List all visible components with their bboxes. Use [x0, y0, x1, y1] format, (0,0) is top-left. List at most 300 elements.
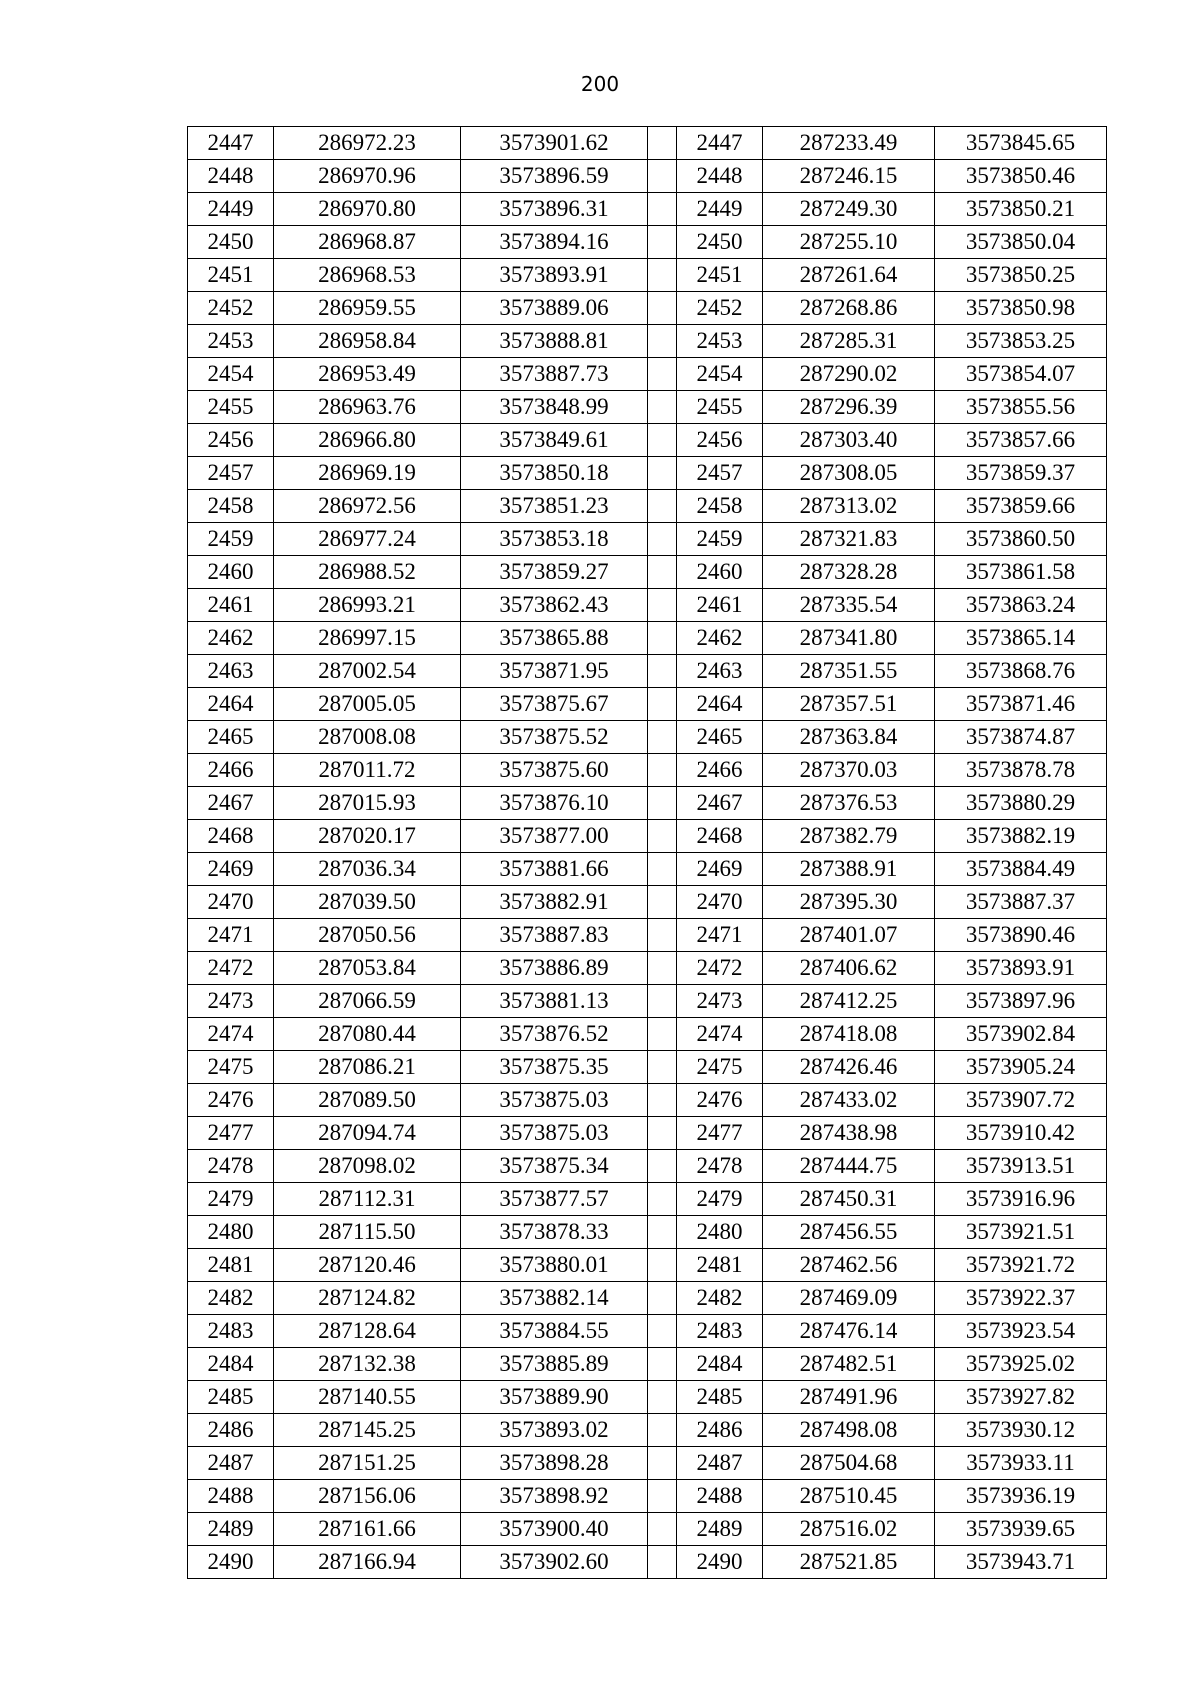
x-coordinate-left: 286966.80	[274, 424, 461, 457]
gap-cell	[648, 1150, 677, 1183]
x-coordinate-right: 287438.98	[763, 1117, 935, 1150]
y-coordinate-left: 3573862.43	[461, 589, 648, 622]
gap-cell	[648, 259, 677, 292]
point-id-right: 2458	[677, 490, 763, 523]
table-row	[188, 424, 1107, 457]
table-row	[188, 193, 1107, 226]
point-id-right: 2470	[677, 886, 763, 919]
x-coordinate-right: 287357.51	[763, 688, 935, 721]
y-coordinate-right: 3573921.51	[935, 1216, 1107, 1249]
y-coordinate-left: 3573853.18	[461, 523, 648, 556]
x-coordinate-right: 287450.31	[763, 1183, 935, 1216]
y-coordinate-left: 3573902.60	[461, 1546, 648, 1579]
point-id-right: 2449	[677, 193, 763, 226]
x-coordinate-right: 287303.40	[763, 424, 935, 457]
x-coordinate-left: 287151.25	[274, 1447, 461, 1480]
point-id-left: 2457	[188, 457, 274, 490]
y-coordinate-right: 3573936.19	[935, 1480, 1107, 1513]
x-coordinate-left: 287080.44	[274, 1018, 461, 1051]
gap-cell	[648, 1051, 677, 1084]
x-coordinate-right: 287233.49	[763, 127, 935, 160]
x-coordinate-left: 287094.74	[274, 1117, 461, 1150]
point-id-left: 2466	[188, 754, 274, 787]
gap-cell	[648, 1447, 677, 1480]
x-coordinate-left: 286997.15	[274, 622, 461, 655]
gap-cell	[648, 1084, 677, 1117]
y-coordinate-left: 3573893.02	[461, 1414, 648, 1447]
point-id-right: 2455	[677, 391, 763, 424]
point-id-left: 2452	[188, 292, 274, 325]
y-coordinate-right: 3573893.91	[935, 952, 1107, 985]
x-coordinate-left: 287066.59	[274, 985, 461, 1018]
x-coordinate-left: 287011.72	[274, 754, 461, 787]
x-coordinate-left: 287050.56	[274, 919, 461, 952]
x-coordinate-right: 287444.75	[763, 1150, 935, 1183]
table-row	[188, 127, 1107, 160]
y-coordinate-left: 3573896.31	[461, 193, 648, 226]
y-coordinate-left: 3573865.88	[461, 622, 648, 655]
table-row	[188, 721, 1107, 754]
gap-cell	[648, 1282, 677, 1315]
y-coordinate-left: 3573887.83	[461, 919, 648, 952]
point-id-right: 2461	[677, 589, 763, 622]
x-coordinate-right: 287290.02	[763, 358, 935, 391]
x-coordinate-left: 287145.25	[274, 1414, 461, 1447]
y-coordinate-left: 3573898.28	[461, 1447, 648, 1480]
y-coordinate-left: 3573875.35	[461, 1051, 648, 1084]
gap-cell	[648, 358, 677, 391]
table-row	[188, 1150, 1107, 1183]
point-id-left: 2480	[188, 1216, 274, 1249]
point-id-left: 2454	[188, 358, 274, 391]
y-coordinate-right: 3573857.66	[935, 424, 1107, 457]
y-coordinate-right: 3573845.65	[935, 127, 1107, 160]
x-coordinate-right: 287476.14	[763, 1315, 935, 1348]
gap-cell	[648, 490, 677, 523]
y-coordinate-left: 3573901.62	[461, 127, 648, 160]
table-row	[188, 886, 1107, 919]
x-coordinate-right: 287395.30	[763, 886, 935, 919]
y-coordinate-right: 3573927.82	[935, 1381, 1107, 1414]
x-coordinate-right: 287418.08	[763, 1018, 935, 1051]
point-id-left: 2449	[188, 193, 274, 226]
gap-cell	[648, 292, 677, 325]
y-coordinate-right: 3573923.54	[935, 1315, 1107, 1348]
point-id-left: 2486	[188, 1414, 274, 1447]
gap-cell	[648, 688, 677, 721]
gap-cell	[648, 1117, 677, 1150]
point-id-left: 2456	[188, 424, 274, 457]
y-coordinate-left: 3573875.03	[461, 1117, 648, 1150]
gap-cell	[648, 721, 677, 754]
point-id-right: 2480	[677, 1216, 763, 1249]
gap-cell	[648, 1513, 677, 1546]
point-id-left: 2471	[188, 919, 274, 952]
point-id-left: 2451	[188, 259, 274, 292]
x-coordinate-right: 287255.10	[763, 226, 935, 259]
y-coordinate-left: 3573887.73	[461, 358, 648, 391]
table-row	[188, 1084, 1107, 1117]
x-coordinate-left: 287161.66	[274, 1513, 461, 1546]
x-coordinate-left: 287156.06	[274, 1480, 461, 1513]
y-coordinate-left: 3573885.89	[461, 1348, 648, 1381]
x-coordinate-right: 287406.62	[763, 952, 935, 985]
y-coordinate-left: 3573888.81	[461, 325, 648, 358]
gap-cell	[648, 1414, 677, 1447]
point-id-right: 2452	[677, 292, 763, 325]
y-coordinate-right: 3573922.37	[935, 1282, 1107, 1315]
y-coordinate-left: 3573849.61	[461, 424, 648, 457]
y-coordinate-right: 3573933.11	[935, 1447, 1107, 1480]
point-id-left: 2481	[188, 1249, 274, 1282]
point-id-right: 2464	[677, 688, 763, 721]
point-id-right: 2479	[677, 1183, 763, 1216]
gap-cell	[648, 655, 677, 688]
table-row	[188, 523, 1107, 556]
table-row	[188, 490, 1107, 523]
point-id-left: 2489	[188, 1513, 274, 1546]
x-coordinate-left: 286970.80	[274, 193, 461, 226]
y-coordinate-left: 3573882.91	[461, 886, 648, 919]
x-coordinate-right: 287363.84	[763, 721, 935, 754]
table-row	[188, 1513, 1107, 1546]
x-coordinate-left: 287086.21	[274, 1051, 461, 1084]
point-id-left: 2455	[188, 391, 274, 424]
point-id-left: 2478	[188, 1150, 274, 1183]
x-coordinate-right: 287469.09	[763, 1282, 935, 1315]
point-id-left: 2469	[188, 853, 274, 886]
y-coordinate-left: 3573889.90	[461, 1381, 648, 1414]
table-row	[188, 1480, 1107, 1513]
y-coordinate-left: 3573893.91	[461, 259, 648, 292]
y-coordinate-left: 3573848.99	[461, 391, 648, 424]
table-row	[188, 622, 1107, 655]
x-coordinate-right: 287462.56	[763, 1249, 935, 1282]
x-coordinate-left: 287015.93	[274, 787, 461, 820]
x-coordinate-left: 286968.53	[274, 259, 461, 292]
point-id-right: 2476	[677, 1084, 763, 1117]
y-coordinate-left: 3573886.89	[461, 952, 648, 985]
y-coordinate-left: 3573898.92	[461, 1480, 648, 1513]
y-coordinate-left: 3573859.27	[461, 556, 648, 589]
x-coordinate-left: 287166.94	[274, 1546, 461, 1579]
x-coordinate-left: 286953.49	[274, 358, 461, 391]
x-coordinate-right: 287249.30	[763, 193, 935, 226]
gap-cell	[648, 160, 677, 193]
point-id-right: 2467	[677, 787, 763, 820]
gap-cell	[648, 556, 677, 589]
x-coordinate-right: 287412.25	[763, 985, 935, 1018]
x-coordinate-left: 286970.96	[274, 160, 461, 193]
point-id-right: 2473	[677, 985, 763, 1018]
y-coordinate-right: 3573865.14	[935, 622, 1107, 655]
point-id-left: 2461	[188, 589, 274, 622]
table-row	[188, 952, 1107, 985]
point-id-right: 2488	[677, 1480, 763, 1513]
point-id-left: 2474	[188, 1018, 274, 1051]
gap-cell	[648, 820, 677, 853]
point-id-right: 2466	[677, 754, 763, 787]
x-coordinate-left: 287089.50	[274, 1084, 461, 1117]
x-coordinate-right: 287491.96	[763, 1381, 935, 1414]
gap-cell	[648, 622, 677, 655]
point-id-right: 2447	[677, 127, 763, 160]
point-id-left: 2462	[188, 622, 274, 655]
gap-cell	[648, 457, 677, 490]
y-coordinate-left: 3573876.10	[461, 787, 648, 820]
gap-cell	[648, 391, 677, 424]
table-row	[188, 1447, 1107, 1480]
point-id-right: 2450	[677, 226, 763, 259]
x-coordinate-right: 287521.85	[763, 1546, 935, 1579]
point-id-left: 2458	[188, 490, 274, 523]
point-id-left: 2450	[188, 226, 274, 259]
x-coordinate-left: 287124.82	[274, 1282, 461, 1315]
x-coordinate-left: 286969.19	[274, 457, 461, 490]
x-coordinate-right: 287335.54	[763, 589, 935, 622]
y-coordinate-right: 3573850.98	[935, 292, 1107, 325]
gap-cell	[648, 1480, 677, 1513]
table-row	[188, 1051, 1107, 1084]
table-row	[188, 391, 1107, 424]
x-coordinate-left: 286959.55	[274, 292, 461, 325]
y-coordinate-right: 3573907.72	[935, 1084, 1107, 1117]
x-coordinate-right: 287401.07	[763, 919, 935, 952]
x-coordinate-left: 286963.76	[274, 391, 461, 424]
y-coordinate-left: 3573896.59	[461, 160, 648, 193]
y-coordinate-left: 3573875.34	[461, 1150, 648, 1183]
x-coordinate-right: 287426.46	[763, 1051, 935, 1084]
table-row	[188, 226, 1107, 259]
table-row	[188, 985, 1107, 1018]
gap-cell	[648, 1183, 677, 1216]
y-coordinate-right: 3573850.21	[935, 193, 1107, 226]
table-row	[188, 1249, 1107, 1282]
table-row	[188, 556, 1107, 589]
x-coordinate-right: 287296.39	[763, 391, 935, 424]
y-coordinate-right: 3573910.42	[935, 1117, 1107, 1150]
table-row	[188, 457, 1107, 490]
point-id-left: 2477	[188, 1117, 274, 1150]
point-id-right: 2451	[677, 259, 763, 292]
y-coordinate-left: 3573871.95	[461, 655, 648, 688]
x-coordinate-right: 287328.28	[763, 556, 935, 589]
y-coordinate-right: 3573884.49	[935, 853, 1107, 886]
point-id-left: 2465	[188, 721, 274, 754]
x-coordinate-right: 287510.45	[763, 1480, 935, 1513]
point-id-left: 2488	[188, 1480, 274, 1513]
table-row	[188, 1381, 1107, 1414]
y-coordinate-left: 3573875.03	[461, 1084, 648, 1117]
gap-cell	[648, 325, 677, 358]
y-coordinate-left: 3573875.60	[461, 754, 648, 787]
gap-cell	[648, 985, 677, 1018]
x-coordinate-right: 287482.51	[763, 1348, 935, 1381]
y-coordinate-right: 3573850.25	[935, 259, 1107, 292]
x-coordinate-right: 287504.68	[763, 1447, 935, 1480]
point-id-left: 2460	[188, 556, 274, 589]
point-id-left: 2476	[188, 1084, 274, 1117]
gap-cell	[648, 424, 677, 457]
y-coordinate-right: 3573863.24	[935, 589, 1107, 622]
point-id-right: 2482	[677, 1282, 763, 1315]
point-id-left: 2479	[188, 1183, 274, 1216]
x-coordinate-right: 287341.80	[763, 622, 935, 655]
y-coordinate-left: 3573880.01	[461, 1249, 648, 1282]
point-id-left: 2448	[188, 160, 274, 193]
table-row	[188, 1282, 1107, 1315]
y-coordinate-right: 3573902.84	[935, 1018, 1107, 1051]
y-coordinate-right: 3573850.04	[935, 226, 1107, 259]
point-id-right: 2474	[677, 1018, 763, 1051]
point-id-left: 2468	[188, 820, 274, 853]
point-id-left: 2473	[188, 985, 274, 1018]
table-row	[188, 1183, 1107, 1216]
x-coordinate-right: 287376.53	[763, 787, 935, 820]
x-coordinate-left: 286993.21	[274, 589, 461, 622]
table-row	[188, 589, 1107, 622]
table-row	[188, 688, 1107, 721]
gap-cell	[648, 886, 677, 919]
table-row	[188, 292, 1107, 325]
x-coordinate-right: 287498.08	[763, 1414, 935, 1447]
y-coordinate-left: 3573875.52	[461, 721, 648, 754]
x-coordinate-left: 286972.23	[274, 127, 461, 160]
x-coordinate-left: 287140.55	[274, 1381, 461, 1414]
x-coordinate-left: 287053.84	[274, 952, 461, 985]
gap-cell	[648, 1381, 677, 1414]
y-coordinate-left: 3573894.16	[461, 226, 648, 259]
table-row	[188, 1348, 1107, 1381]
gap-cell	[648, 226, 677, 259]
table-row	[188, 1414, 1107, 1447]
gap-cell	[648, 1348, 677, 1381]
y-coordinate-right: 3573939.65	[935, 1513, 1107, 1546]
x-coordinate-left: 287115.50	[274, 1216, 461, 1249]
table-row	[188, 1315, 1107, 1348]
x-coordinate-right: 287308.05	[763, 457, 935, 490]
x-coordinate-right: 287516.02	[763, 1513, 935, 1546]
x-coordinate-left: 286977.24	[274, 523, 461, 556]
gap-cell	[648, 589, 677, 622]
gap-cell	[648, 1546, 677, 1579]
x-coordinate-right: 287456.55	[763, 1216, 935, 1249]
table-row	[188, 820, 1107, 853]
y-coordinate-right: 3573860.50	[935, 523, 1107, 556]
gap-cell	[648, 1216, 677, 1249]
point-id-right: 2478	[677, 1150, 763, 1183]
y-coordinate-right: 3573943.71	[935, 1546, 1107, 1579]
x-coordinate-left: 287008.08	[274, 721, 461, 754]
table-row	[188, 754, 1107, 787]
point-id-right: 2448	[677, 160, 763, 193]
point-id-right: 2489	[677, 1513, 763, 1546]
gap-cell	[648, 853, 677, 886]
y-coordinate-right: 3573871.46	[935, 688, 1107, 721]
point-id-left: 2484	[188, 1348, 274, 1381]
point-id-right: 2475	[677, 1051, 763, 1084]
point-id-right: 2477	[677, 1117, 763, 1150]
point-id-right: 2463	[677, 655, 763, 688]
x-coordinate-right: 287388.91	[763, 853, 935, 886]
y-coordinate-right: 3573855.56	[935, 391, 1107, 424]
table-row	[188, 655, 1107, 688]
y-coordinate-right: 3573925.02	[935, 1348, 1107, 1381]
table-row	[188, 1546, 1107, 1579]
x-coordinate-right: 287370.03	[763, 754, 935, 787]
y-coordinate-left: 3573851.23	[461, 490, 648, 523]
point-id-right: 2468	[677, 820, 763, 853]
point-id-left: 2453	[188, 325, 274, 358]
table-row	[188, 160, 1107, 193]
y-coordinate-left: 3573900.40	[461, 1513, 648, 1546]
point-id-left: 2464	[188, 688, 274, 721]
point-id-right: 2459	[677, 523, 763, 556]
gap-cell	[648, 127, 677, 160]
point-id-right: 2469	[677, 853, 763, 886]
y-coordinate-left: 3573889.06	[461, 292, 648, 325]
y-coordinate-right: 3573850.46	[935, 160, 1107, 193]
table-row	[188, 325, 1107, 358]
point-id-left: 2475	[188, 1051, 274, 1084]
y-coordinate-left: 3573875.67	[461, 688, 648, 721]
x-coordinate-left: 287128.64	[274, 1315, 461, 1348]
x-coordinate-left: 287002.54	[274, 655, 461, 688]
x-coordinate-left: 287005.05	[274, 688, 461, 721]
x-coordinate-right: 287321.83	[763, 523, 935, 556]
y-coordinate-left: 3573878.33	[461, 1216, 648, 1249]
point-id-right: 2465	[677, 721, 763, 754]
y-coordinate-right: 3573859.37	[935, 457, 1107, 490]
x-coordinate-left: 287020.17	[274, 820, 461, 853]
y-coordinate-right: 3573859.66	[935, 490, 1107, 523]
point-id-left: 2459	[188, 523, 274, 556]
x-coordinate-left: 287036.34	[274, 853, 461, 886]
x-coordinate-right: 287246.15	[763, 160, 935, 193]
y-coordinate-right: 3573882.19	[935, 820, 1107, 853]
y-coordinate-right: 3573854.07	[935, 358, 1107, 391]
gap-cell	[648, 1315, 677, 1348]
table-row	[188, 853, 1107, 886]
coordinate-table-body	[188, 127, 1107, 1579]
x-coordinate-right: 287313.02	[763, 490, 935, 523]
x-coordinate-right: 287261.64	[763, 259, 935, 292]
point-id-right: 2485	[677, 1381, 763, 1414]
point-id-left: 2483	[188, 1315, 274, 1348]
point-id-left: 2463	[188, 655, 274, 688]
x-coordinate-right: 287285.31	[763, 325, 935, 358]
y-coordinate-right: 3573861.58	[935, 556, 1107, 589]
x-coordinate-right: 287351.55	[763, 655, 935, 688]
x-coordinate-right: 287382.79	[763, 820, 935, 853]
table-row	[188, 259, 1107, 292]
y-coordinate-right: 3573874.87	[935, 721, 1107, 754]
y-coordinate-left: 3573881.66	[461, 853, 648, 886]
y-coordinate-left: 3573876.52	[461, 1018, 648, 1051]
x-coordinate-left: 286968.87	[274, 226, 461, 259]
y-coordinate-right: 3573913.51	[935, 1150, 1107, 1183]
point-id-left: 2472	[188, 952, 274, 985]
table-row	[188, 1117, 1107, 1150]
y-coordinate-right: 3573868.76	[935, 655, 1107, 688]
point-id-right: 2484	[677, 1348, 763, 1381]
y-coordinate-left: 3573877.00	[461, 820, 648, 853]
y-coordinate-left: 3573881.13	[461, 985, 648, 1018]
gap-cell	[648, 919, 677, 952]
y-coordinate-right: 3573897.96	[935, 985, 1107, 1018]
point-id-left: 2467	[188, 787, 274, 820]
x-coordinate-left: 287132.38	[274, 1348, 461, 1381]
